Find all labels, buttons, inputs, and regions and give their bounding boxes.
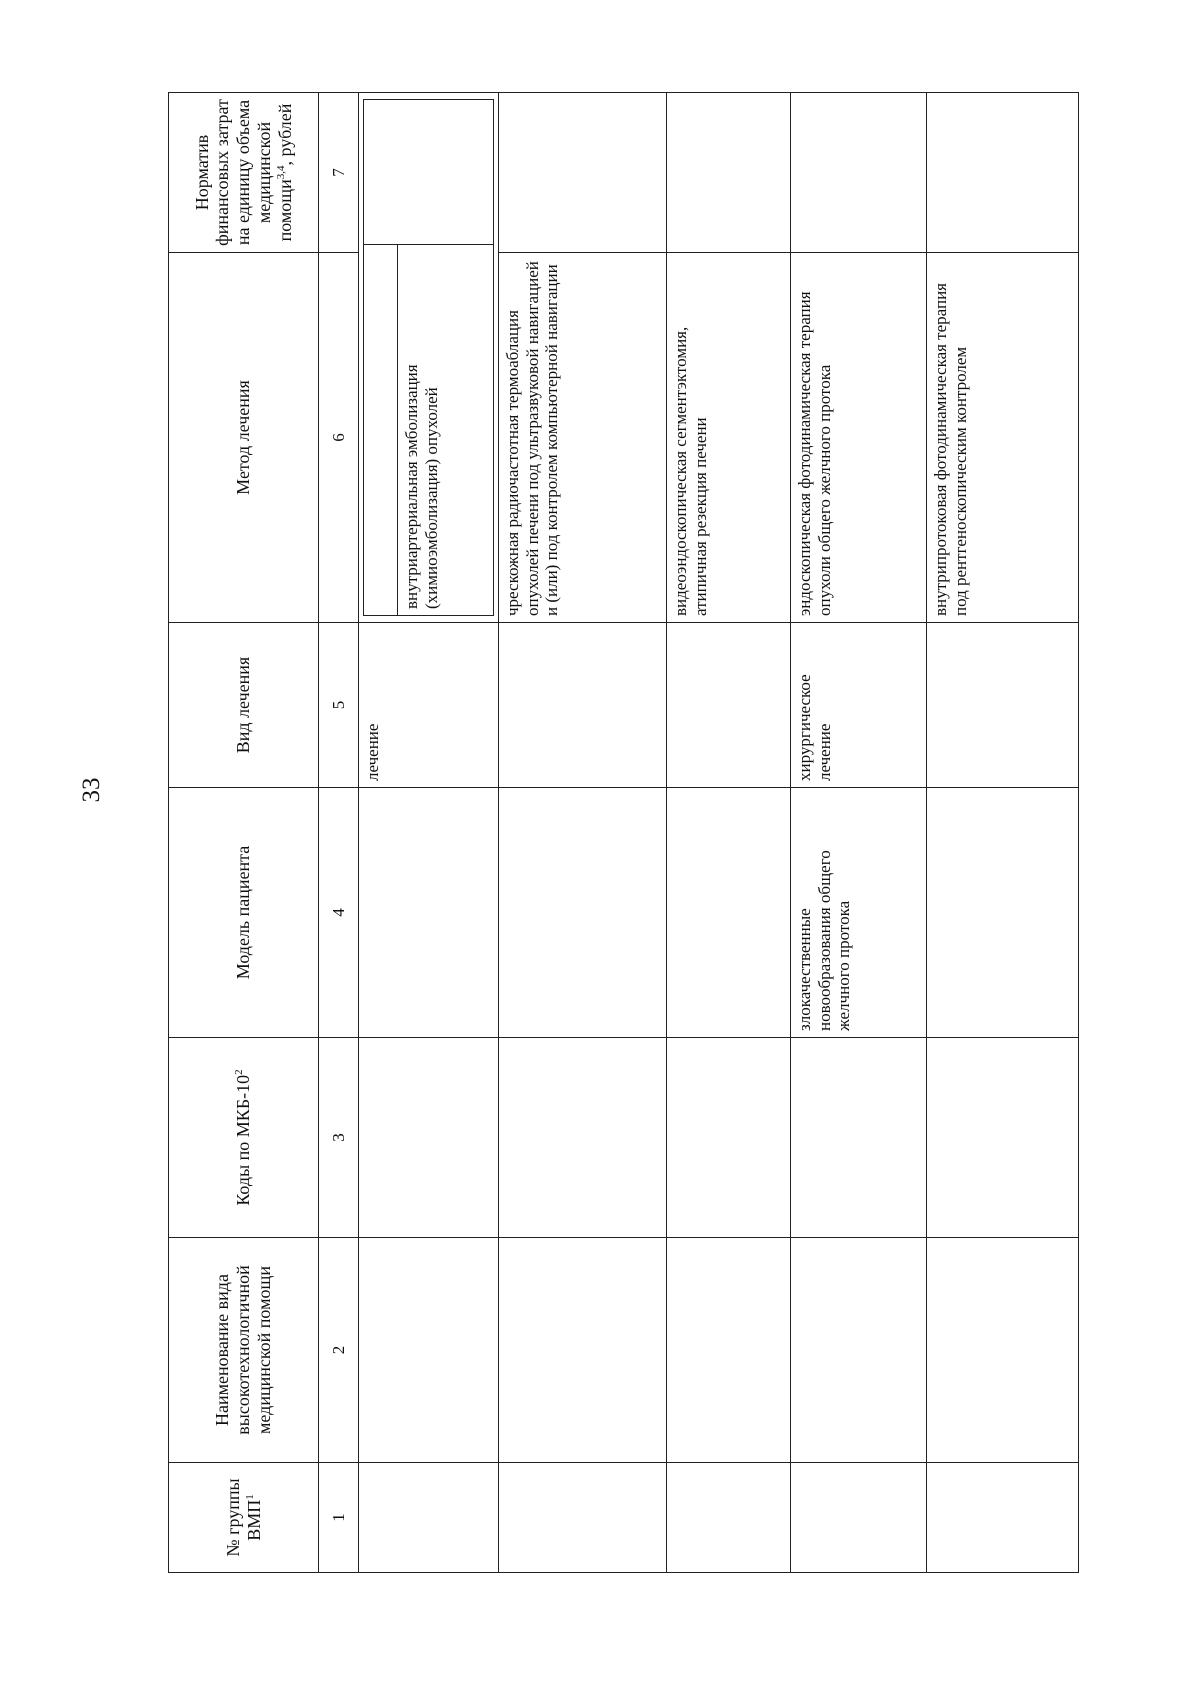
column-number: 7: [319, 93, 359, 253]
column-number-row: [319, 93, 359, 1573]
table-row: [791, 93, 927, 1573]
table-cell: [927, 1463, 1079, 1573]
treatment-kind-cell: хирургическое лечение: [791, 623, 927, 788]
table-cell: [359, 1463, 499, 1573]
table-cell: [499, 93, 667, 253]
column-number: 3: [319, 1038, 359, 1238]
table-cell: [499, 1463, 667, 1573]
table-cell: [927, 1238, 1079, 1463]
table-cell: [359, 788, 499, 1038]
header-care-type-name: Наименование вида высокотехнологичной медицинской помощи: [169, 1238, 319, 1463]
table-cell: [359, 1238, 499, 1463]
table-row: [927, 93, 1079, 1573]
column-number: 5: [319, 623, 359, 788]
table-cell: [667, 623, 791, 788]
header-cost-norm: Норматив финансовых затрат на единицу объема медицинской помощи$^{3,4}$, рублей: [169, 93, 319, 253]
table-cell: [499, 623, 667, 788]
table-cell: [791, 93, 927, 253]
header-group-number: № группы ВМП$^1$: [169, 1463, 319, 1573]
method-subtable: [363, 99, 494, 616]
table-cell: [359, 1038, 499, 1238]
table-cell: [927, 1038, 1079, 1238]
table-cell: [791, 1238, 927, 1463]
table-cell: лечение: [359, 623, 499, 788]
table-cell: [927, 788, 1079, 1038]
header-treatment-kind: Вид лечения: [169, 623, 319, 788]
table-row: [667, 93, 791, 1573]
cost-empty-cell: [364, 100, 494, 245]
method-cell: чрескожная радиочастотная термоаблация опухолей печени под ультразвуковой навигацией и (или) под контролем компьютерной навигации: [499, 253, 667, 623]
method-empty-cell: [364, 245, 398, 616]
patient-model-cell: злокачественные новообразования общего желчного протока: [791, 788, 927, 1038]
column-number: 2: [319, 1238, 359, 1463]
table-cell: [667, 1038, 791, 1238]
method-cell: внутриартериальная эмболизация (химиоэмболизация) опухолей: [398, 245, 494, 616]
table-row: [499, 93, 667, 1573]
method-cell: внутрипротоковая фотодинамическая терапия под рентгеноскопическим контролем: [927, 253, 1079, 623]
rotated-table-container: [168, 93, 1078, 1573]
table-row: [359, 93, 499, 1573]
table-cell: [927, 623, 1079, 788]
table-cell: [667, 788, 791, 1038]
table-cell: [667, 1238, 791, 1463]
page-number: 33: [78, 777, 105, 803]
method-cell: эндоскопическая фотодинамическая терапия опухоли общего желчного протока: [791, 253, 927, 623]
header-treatment-method: Метод лечения: [169, 253, 319, 623]
table-cell: [927, 93, 1079, 253]
header-patient-model: Модель пациента: [169, 788, 319, 1038]
table-cell: [499, 788, 667, 1038]
table-cell: [667, 93, 791, 253]
header-row: [169, 93, 319, 1573]
table-cell: [667, 1463, 791, 1573]
table-cell: [791, 1038, 927, 1238]
column-number: 6: [319, 253, 359, 623]
header-icd-codes: Коды по МКБ-$10^2$: [169, 1038, 319, 1238]
column-number: 1: [319, 1463, 359, 1573]
vmp-table: [168, 92, 1079, 1573]
method-cell: видеоэндоскопическая сегментэктомия, атипичная резекция печени: [667, 253, 791, 623]
column-number: 4: [319, 788, 359, 1038]
table-cell: [499, 1038, 667, 1238]
table-cell: [499, 1238, 667, 1463]
split-cell: [359, 93, 499, 623]
table-cell: [791, 1463, 927, 1573]
